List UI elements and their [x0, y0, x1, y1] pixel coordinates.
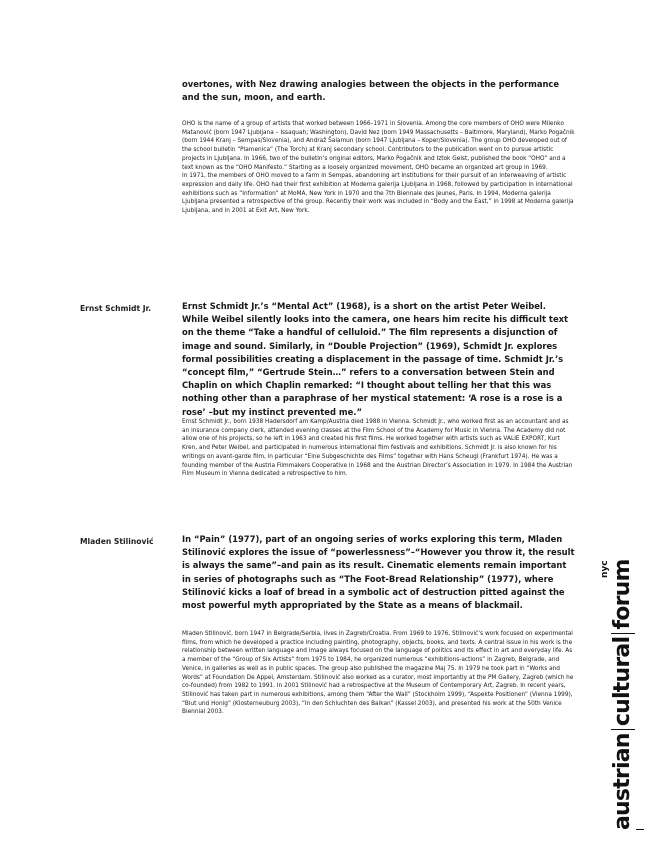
- intro-continuation: overtones, with Nez drawing analogies between the objects in the performance and the sun, moon, and earth.: [182, 79, 560, 103]
- logo-word-cultural: cultural: [610, 636, 635, 727]
- logo-word-austrian: austrian: [610, 733, 635, 830]
- logo-tick-mark: [636, 829, 644, 830]
- artist-name-schmidt: Ernst Schmidt Jr.: [80, 304, 152, 313]
- stilinovic-bio: Mladen Stilinović, born 1947 in Belgrade/Serbia, lives in Zagreb/Croatia. From 1969 to 1976, Stilinović’s work focused on experimental films, from which he developed a practice including painting, photography, objects, books, and texts. A central issue in his work is the relationship between written language and image always focused on the language of politics and its effect in art and everyday life. As a member of the “Group of Six Artists” from 1975 to 1984, he organized numerous “exhibitions-actions” in Zagreb, Belgrade, and Venice, in galleries as well as in public spaces. The group also published the magazine Maj 75. In 1979 he took part in “Works and Words” at Foundation De Appel, Amsterdam. Stilinović also worked as a curator, most importantly at the PM Gallery, Zagreb (which he co-founded) from 1982 to 1991. In 2001 Stilinović had a retrospective at the Museum of Contemporary Art, Zagreb. In recent years, Stilinović has taken part in numerous exhibitions, among them “After the Wall” (Stockholm 1999), “Aspekte Positionen” (Vienna 1999), “Blut und Honig” (Klosterneuburg 2003), “In den Schluchten des Balkan” (Kassel 2003), and presented his work at the 50th Venice Biennial 2003.: [182, 631, 574, 716]
- stilinovic-lead: In “Pain” (1977), part of an ongoing series of works exploring this term, Mladen Stilinović explores the issue of “powerlessness”–“However you throw it, the result is always the same”–and pain as its result. Cinematic elements remain important in series of photographs such as “The Foot-Bread Relationship” (1977), where Stilinović kicks a loaf of bread in a symbolic act of destruction pitted against the most powerful myth appropriated by the State as a means of blackmail.: [182, 534, 575, 611]
- artist-name-stilinovic: Mladen Stilinović: [80, 537, 154, 546]
- logo-divider: [611, 729, 635, 730]
- schmidt-bio: Ernst Schmidt Jr., born 1938 Hadersdorf am Kamp/Austria died 1988 in Vienna. Schmidt Jr., who worked first as an accountant and as an insurance company clerk, attended evening classes at the Film School of the Academy for Music in Vienna. The Academy did not allow one of his projects, so he left in 1963 and created his first films. He worked together with artists such as VALIE EXPORT, Kurt Kren, and Peter Weibel, and participated in numerous international film festivals and exhibitions. Schmidt Jr. is also known for his writings on avant-garde film, in particular “Eine Subgeschichte des Films” together with Hans Scheugl (Frankfurt 1974). He was a founding member of the Austria Filmmakers Cooperative in 1968 and the Austrian Director’s Association in 1979. In 1984 the Austrian Film Museum in Vienna dedicated a retrospective to him.: [182, 419, 573, 478]
- logo-word-forum: forum: [610, 559, 635, 630]
- logo-divider: [611, 633, 635, 634]
- oho-bio-paragraph: OHO is the name of a group of artists that worked between 1966–1971 in Slovenia. Among the core members of OHO were Milenko Matanović (born 1947 Ljubljana – Issaquah; Washington), David Nez (born 1949 Massachusetts – Baltimore, Maryland), Marko Pogačnik (born 1944 Kranj – Sempas/Slovenia), and Andraž Šalamun (born 1947 Ljubljana – Koper/Slovenia). The group OHO developed out of the school bulletin “Plamenica” (The Torch) at Kranj secondary school. Contributors to the publication went on to pursue artistic projects in Ljubljana. In 1966, two of the bulletin’s original editors, Marko Pogačnik and Iztok Geist, published the book “OHO” and a text known as the “OHO Manifesto.” Starting as a loosely organized movement, OHO became an organized art group in 1969.: [182, 121, 575, 171]
- oho-bio: [182, 120, 575, 216]
- oho-bio-paragraph: In 1971, the members of OHO moved to a farm in Sempas, abandoning art institutions for their pursuit of an interweaving of artistic expression and daily life. OHO had their first exhibition at Moderna galerija Ljubljana in 1968, followed by participation in international exhibitions such as “Information” at MoMA, New York in 1970 and the 7th Biennale des Jeunes, Paris. In 1994, Moderna galerija Ljubljana presented a retrospective of the group. Recently their work was included in “Body and the East,” in 1998 at Moderna galerija Ljubljana, and in 2001 at Exit Art, New York.: [182, 173, 574, 215]
- schmidt-lead: Ernst Schmidt Jr.’s “Mental Act” (1968), is a short on the artist Peter Weibel. While Weibel silently looks into the camera, one hears him recite his difficult text on the theme “Take a handful of celluloid.” The film represents a disjunction of image and sound. Similarly, in “Double Projection” (1969), Schmidt Jr. explores formal possibilities creating a displacement in the passage of time. Schmidt Jr.’s “concept film,” “Gertrude Stein…” refers to a conversation between Stein and Chaplin on which Chaplin remarked: “I thought about telling her that this was nothing other than a paraphrase of her mystical statement: ‘A rose is a rose is a rose’ –but my instinct prevented me.”: [182, 301, 569, 417]
- logo-suffix-nyc: nyc: [600, 560, 610, 578]
- austrian-cultural-forum-logo: [592, 559, 640, 830]
